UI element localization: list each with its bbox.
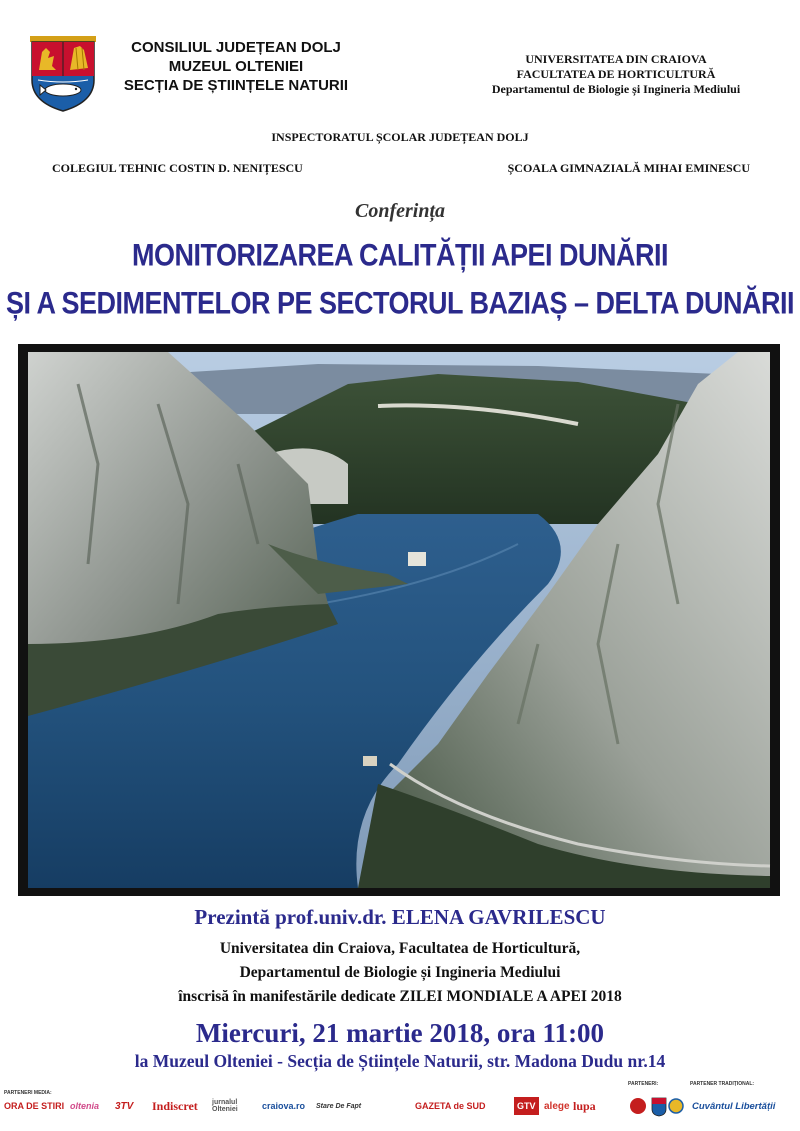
traditional-partner-label: PARTENER TRADIȚIONAL: xyxy=(690,1081,755,1087)
danube-gorge-photo xyxy=(18,344,780,896)
ora-de-stiri-logo: ORA DE STIRI xyxy=(4,1101,65,1111)
oltenia-logo: oltenia xyxy=(70,1101,100,1111)
gazeta-de-sud-logo: GAZETA de SUD xyxy=(415,1101,486,1111)
craiova-ro-logo: craiova.ro xyxy=(262,1101,306,1111)
museum-name: MUZEUL OLTENIEI xyxy=(168,58,304,75)
department-name: Departamentul de Biologie și Ingineria Mediului xyxy=(491,82,741,96)
university-block xyxy=(462,52,770,97)
alege-logo: alege xyxy=(544,1100,570,1112)
lupa-logo: lupa xyxy=(573,1098,596,1113)
media-partners-label: PARTENERI MEDIA: xyxy=(4,1090,52,1096)
conference-title-line-2: ȘI A SEDIMENTELOR PE SECTORUL BAZIAȘ – DELTA DUNĂRII xyxy=(5,285,795,321)
stare-de-fapt-logo: Stare De Fapt xyxy=(316,1102,362,1110)
technical-college: COLEGIUL TEHNIC COSTIN D. NENIȚESCU xyxy=(52,161,303,175)
indiscret-logo: Indiscret xyxy=(152,1098,198,1113)
world-water-day-note: înscrisă în manifestările dedicate ZILEI MONDIALE A APEI 2018 xyxy=(178,988,622,1005)
presenter-line: Prezintă prof.univ.dr. ELENA GAVRILESCU xyxy=(194,905,606,929)
partner-crests-icon xyxy=(628,1095,684,1117)
event-type: Conferința xyxy=(354,200,446,222)
partner-logos-strip xyxy=(0,1095,800,1119)
county-council-block xyxy=(106,38,366,95)
school-inspectorate: INSPECTORATUL ȘCOLAR JUDEȚEAN DOLJ xyxy=(271,130,529,144)
jurnalul-olteniei-logo: jurnalul Olteniei xyxy=(212,1099,238,1113)
conference-title-line-1: MONITORIZAREA CALITĂȚII APEI DUNĂRII xyxy=(132,237,668,273)
presenter-affiliation-1: Universitatea din Craiova, Facultatea de Horticultură, xyxy=(219,940,581,957)
faculty-name: FACULTATEA DE HORTICULTURĂ xyxy=(516,67,716,81)
natural-sciences-section: SECȚIA DE ȘTIINȚELE NATURII xyxy=(123,77,349,94)
gtv-logo: GTV xyxy=(514,1097,539,1115)
partners-label: PARTENERI: xyxy=(628,1081,659,1087)
county-council-name: CONSILIUL JUDEȚEAN DOLJ xyxy=(131,39,341,56)
event-venue: la Muzeul Olteniei - Secția de Științele Naturii, str. Madona Dudu nr.14 xyxy=(134,1051,666,1071)
secondary-school: ȘCOALA GIMNAZIALĂ MIHAI EMINESCU xyxy=(507,161,750,175)
presenter-affiliation-2: Departamentul de Biologie și Ingineria Mediului xyxy=(239,964,561,981)
dolj-county-crest-icon xyxy=(30,36,96,112)
university-name: UNIVERSITATEA DIN CRAIOVA xyxy=(525,52,707,66)
cuvantul-libertatii-logo: Cuvântul Libertății xyxy=(692,1100,776,1112)
event-date: Miercuri, 21 martie 2018, ora 11:00 xyxy=(195,1018,605,1048)
3tv-logo: 3TV xyxy=(115,1100,134,1112)
